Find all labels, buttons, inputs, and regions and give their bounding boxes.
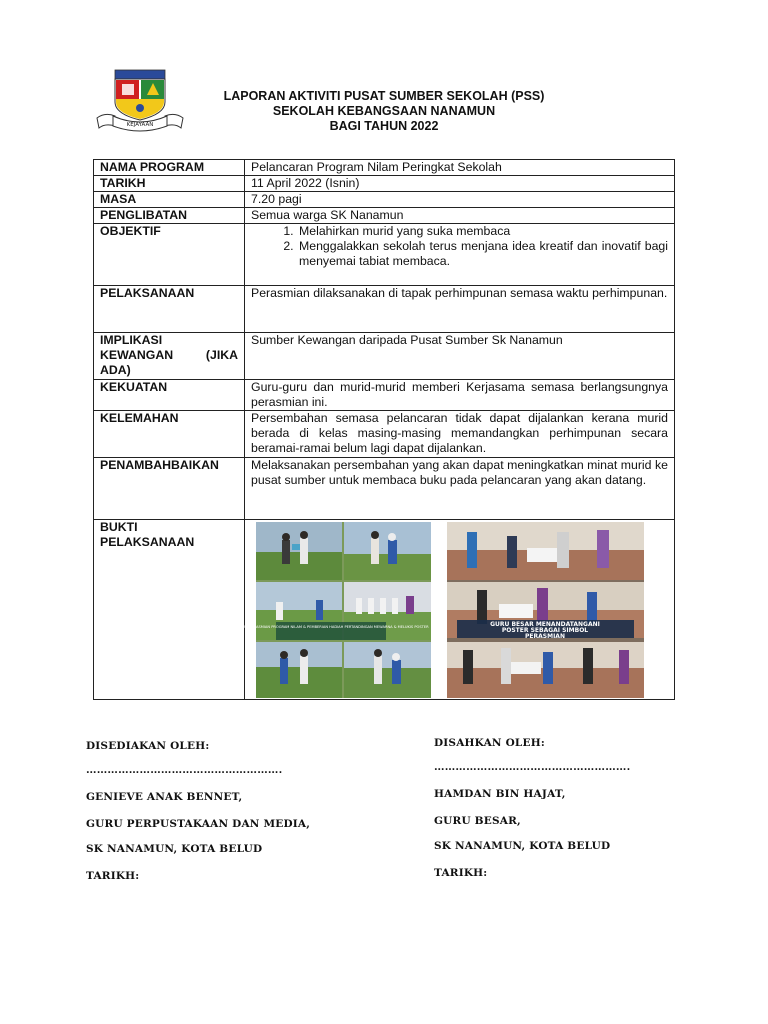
label-objektif: OBJEKTIF <box>94 224 245 286</box>
title-line-3: BAGI TAHUN 2022 <box>329 119 439 133</box>
value-kelemahan: Persembahan semasa pelancaran tidak dapat dijalankan kerana murid berada di kelas masing-masing memandangkan perhimpunan secara beramai-ramai belum lagi dapat dijalankan. <box>245 411 675 458</box>
value-pelaksanaan: Perasmian dilaksanakan di tapak perhimpunan semasa waktu perhimpunan. <box>245 286 675 333</box>
approved-date: TARIKH: <box>434 867 488 879</box>
prepared-date: TARIKH: <box>86 870 140 882</box>
prepared-school: SK NANAMUN, KOTA BELUD <box>86 843 263 855</box>
label-pelaksanaan: PELAKSANAAN <box>94 286 245 333</box>
label-kelemahan: KELEMAHAN <box>94 411 245 458</box>
value-kekuatan: Guru-guru dan murid-murid memberi Kerjasama semasa berlangsungnya perasmian ini. <box>245 380 675 411</box>
label-implikasi: IMPLIKASI KEWANGAN (JIKA ADA) <box>94 333 245 380</box>
photo1-caption: UCAPAN PERASMIAN PROGRAM NILAM & PEMBERIAN HADIAH PERTANDINGAN MEWARNA & MELUKIS POSTER <box>233 625 429 629</box>
signature-block-approved <box>434 737 714 887</box>
row-tarikh <box>94 176 675 192</box>
row-program <box>94 160 675 176</box>
label-kekuatan: KEKUATAN <box>94 380 245 411</box>
value-nama-program: Pelancaran Program Nilam Peringkat Sekolah <box>245 160 675 176</box>
prepared-role: GURU PERPUSTAKAAN DAN MEDIA, <box>86 818 311 830</box>
label-tarikh: TARIKH <box>94 176 245 192</box>
label-bukti-line2: PELAKSANAAN <box>100 535 195 549</box>
value-tarikh: 11 April 2022 (Isnin) <box>245 176 675 192</box>
value-bukti <box>233 520 675 700</box>
prepared-heading: DISEDIAKAN OLEH: <box>86 740 210 752</box>
title-line-1: LAPORAN AKTIVITI PUSAT SUMBER SEKOLAH (PSS) <box>223 89 545 103</box>
value-implikasi: Sumber Kewangan daripada Pusat Sumber Sk Nanamun <box>245 333 675 380</box>
label-penglibatan: PENGLIBATAN <box>94 208 245 224</box>
row-kelemahan <box>94 411 675 458</box>
row-penglibatan <box>94 208 675 224</box>
label-bukti <box>94 520 245 700</box>
row-pelaksanaan <box>94 286 675 333</box>
value-penambahbaikan: Melaksanakan persembahan yang akan dapat meningkatkan minat murid ke pusat sumber untuk membaca buku pada pelancaran yang akan datang. <box>245 458 675 520</box>
row-masa <box>94 192 675 208</box>
label-masa: MASA <box>94 192 245 208</box>
report-table <box>93 159 675 700</box>
photo-evidence <box>233 520 674 698</box>
photo2-caption-line1: GURU BESAR MENANDATANGANI <box>490 621 600 628</box>
prepared-signature-line: ………………………………………………. <box>86 764 283 776</box>
photo2-caption-line2: POSTER SEBAGAI SIMBOL <box>501 627 589 634</box>
title-line-2: SEKOLAH KEBANGSAAN NANAMUN <box>272 104 496 118</box>
objektif-list <box>251 224 668 269</box>
approved-heading: DISAHKAN OLEH: <box>434 737 545 749</box>
value-objektif <box>245 224 675 286</box>
row-bukti <box>94 520 675 700</box>
approved-signature-line: ………………………………………………. <box>434 761 631 773</box>
row-objektif <box>94 224 675 286</box>
value-masa: 7.20 pagi <box>245 192 675 208</box>
label-bukti-line1: BUKTI <box>100 520 138 534</box>
row-kekuatan <box>94 380 675 411</box>
logo-motto: KEJAYAAN <box>126 122 154 128</box>
report-title <box>160 89 608 134</box>
label-nama-program: NAMA PROGRAM <box>94 160 245 176</box>
photo-collage-signing <box>447 522 644 698</box>
prepared-name: GENIEVE ANAK BENNET, <box>86 791 243 803</box>
label-penambahbaikan: PENAMBAHBAIKAN <box>94 458 245 520</box>
objektif-item: 1. Melahirkan murid yang suka membaca <box>297 224 668 239</box>
value-penglibatan: Semua warga SK Nanamun <box>245 208 675 224</box>
signature-block-prepared <box>86 740 366 890</box>
row-implikasi <box>94 333 675 380</box>
photo2-caption-line3: PERASMIAN <box>525 633 565 640</box>
approved-role: GURU BESAR, <box>434 815 521 827</box>
row-penambahbaikan <box>94 458 675 520</box>
objektif-item: 2. Menggalakkan sekolah terus menjana idea kreatif dan inovatif bagi menyemai tabiat membaca. <box>297 239 668 269</box>
photo-collage-field <box>233 522 431 698</box>
approved-name: HAMDAN BIN HAJAT, <box>434 788 566 800</box>
approved-school: SK NANAMUN, KOTA BELUD <box>434 840 611 852</box>
